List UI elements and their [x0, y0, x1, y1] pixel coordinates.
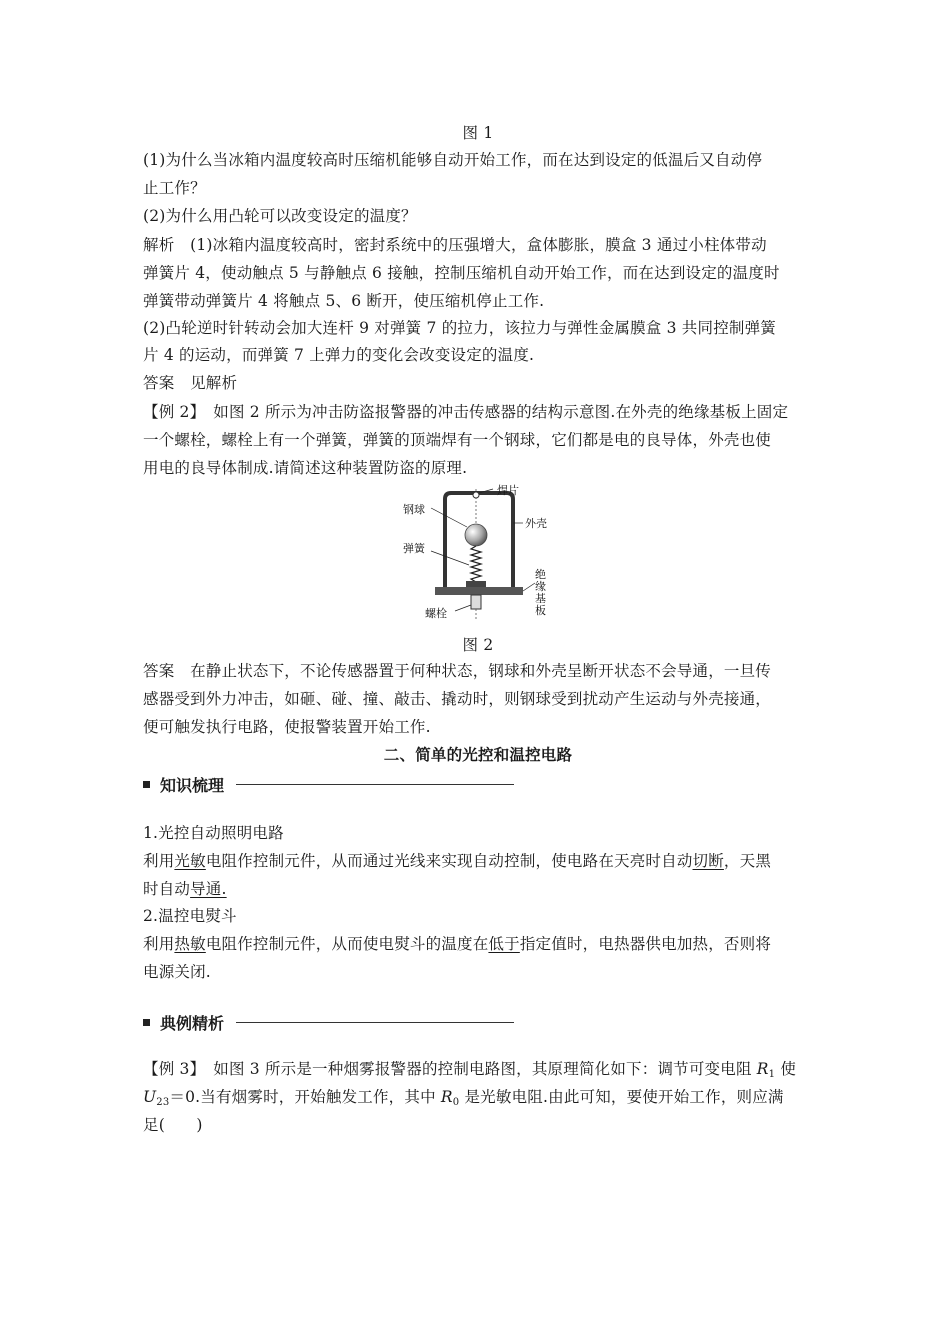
text-run: 【例 3】 如图 3 所示是一种烟雾报警器的控制电路图，其原理简化如下：调节可变电阻 [143, 1060, 757, 1078]
text-run: ＝0.当有烟雾时，开始触发工作，其中 [169, 1088, 441, 1106]
steel-ball [465, 524, 487, 546]
answer-1: 答案 见解析 [143, 374, 238, 392]
question-1-line-2: 止工作？ [143, 179, 206, 197]
label-base-char: 板 [535, 604, 546, 617]
variable-u: U [143, 1088, 157, 1106]
example-3-line-1 [143, 1059, 813, 1085]
blank-answer: 切断 [692, 852, 724, 870]
text-run: 使 [775, 1060, 797, 1078]
example-2-line: 【例 2】 如图 2 所示为冲击防盗报警器的冲击传感器的结构示意图.在外壳的绝缘基板上固定 [143, 403, 789, 421]
item-2-line-1 [143, 934, 813, 954]
label-steel-ball: 钢球 [403, 503, 425, 516]
example-2-line: 用电的良导体制成.请简述这种装置防盗的原理. [143, 459, 468, 477]
label-base-char: 绝 [535, 568, 546, 581]
fig2-caption: 图 2 [462, 636, 494, 654]
bolt [471, 595, 481, 609]
text-run: 电阻作控制元件，从而通过光线来实现自动控制，使电路在天亮时自动 [205, 852, 693, 870]
solder-tab [473, 492, 479, 498]
analysis-line: 弹簧带动弹簧片 4 将触点 5、6 断开，使压缩机停止工作. [143, 292, 545, 310]
analysis-line: (2)凸轮逆时针转动会加大连杆 9 对弹簧 7 的拉力，该拉力与弹性金属膜盒 3 共同控制弹簧 [143, 319, 777, 337]
subscript: 0 [452, 1097, 460, 1108]
item-2-title: 2.温控电熨斗 [143, 907, 237, 925]
question-2: (2)为什么用凸轮可以改变设定的温度？ [143, 207, 417, 225]
text-run: 利用 [143, 852, 175, 870]
example-2-line: 一个螺栓，螺栓上有一个弹簧，弹簧的顶端焊有一个钢球，它们都是电的良导体，外壳也使 [143, 431, 772, 449]
heading-rule [236, 784, 514, 785]
variable-r: R [440, 1088, 453, 1106]
square-bullet-icon [143, 1019, 150, 1026]
label-bolt: 螺栓 [425, 607, 447, 620]
example-3-line-3: 足( ) [143, 1116, 203, 1134]
text-run: 利用 [143, 935, 175, 953]
blank-answer: 导通. [190, 880, 227, 898]
text-run: 是光敏电阻.由此可知，要使开始工作，则应满 [459, 1088, 784, 1106]
item-1-line-1 [143, 851, 813, 871]
label-shell: 外壳 [525, 517, 547, 530]
examples-heading-label: 典例精析 [160, 1014, 225, 1033]
label-solder-tab: 焊片 [497, 484, 519, 497]
text-run: 电阻作控制元件，从而使电熨斗的温度在 [205, 935, 489, 953]
examples-heading [143, 1011, 514, 1034]
heading-rule [236, 1022, 514, 1023]
blank-answer: 热敏 [174, 935, 206, 953]
answer-2-line: 便可触发执行电路，使报警装置开始工作. [143, 718, 431, 736]
text-run: 指定值时，电热器供电加热，否则将 [519, 935, 772, 953]
blank-answer: 光敏 [174, 852, 206, 870]
analysis-line: 解析 (1)冰箱内温度较高时，密封系统中的压强增大，盒体膨胀，膜盒 3 通过小柱体带动 [143, 236, 767, 254]
knowledge-heading [143, 773, 514, 796]
subscript: 23 [156, 1097, 170, 1108]
figure-2-shock-sensor-diagram [395, 483, 560, 625]
text-run: 时自动 [143, 880, 191, 898]
text-run: ，天黑 [723, 852, 772, 870]
analysis-line: 弹簧片 4，使动触点 5 与静触点 6 接触，控制压缩机自动开始工作，而在达到设定的温度时 [143, 264, 780, 282]
section-title: 二、简单的光控和温控电路 [383, 746, 573, 764]
answer-2-line: 答案 在静止状态下，不论传感器置于何种状态，钢球和外壳呈断开状态不会导通，一旦传 [143, 662, 772, 680]
bolt-head [466, 581, 486, 587]
example-3-line-2 [143, 1087, 813, 1113]
square-bullet-icon [143, 781, 150, 788]
insulating-base-plate [435, 587, 523, 595]
item-1-line-2 [143, 879, 813, 899]
item-1-title: 1.光控自动照明电路 [143, 824, 284, 842]
question-1-line-1: (1)为什么当冰箱内温度较高时压缩机能够自动开始工作，而在达到设定的低温后又自动停 [143, 151, 763, 169]
knowledge-heading-label: 知识梳理 [160, 776, 225, 795]
fig1-caption: 图 1 [462, 124, 494, 142]
blank-answer: 低于 [488, 935, 520, 953]
item-2-line-2: 电源关闭. [143, 963, 211, 981]
label-base-char: 缘 [535, 580, 546, 593]
analysis-line: 片 4 的运动，而弹簧 7 上弹力的变化会改变设定的温度. [143, 346, 535, 364]
label-spring: 弹簧 [403, 542, 425, 555]
label-base-char: 基 [535, 592, 546, 605]
answer-2-line: 感器受到外力冲击，如砸、碰、撞、敲击、撬动时，则钢球受到扰动产生运动与外壳接通， [143, 690, 772, 708]
subscript: 1 [768, 1069, 776, 1080]
variable-r: R [756, 1060, 769, 1078]
spring [471, 546, 481, 582]
